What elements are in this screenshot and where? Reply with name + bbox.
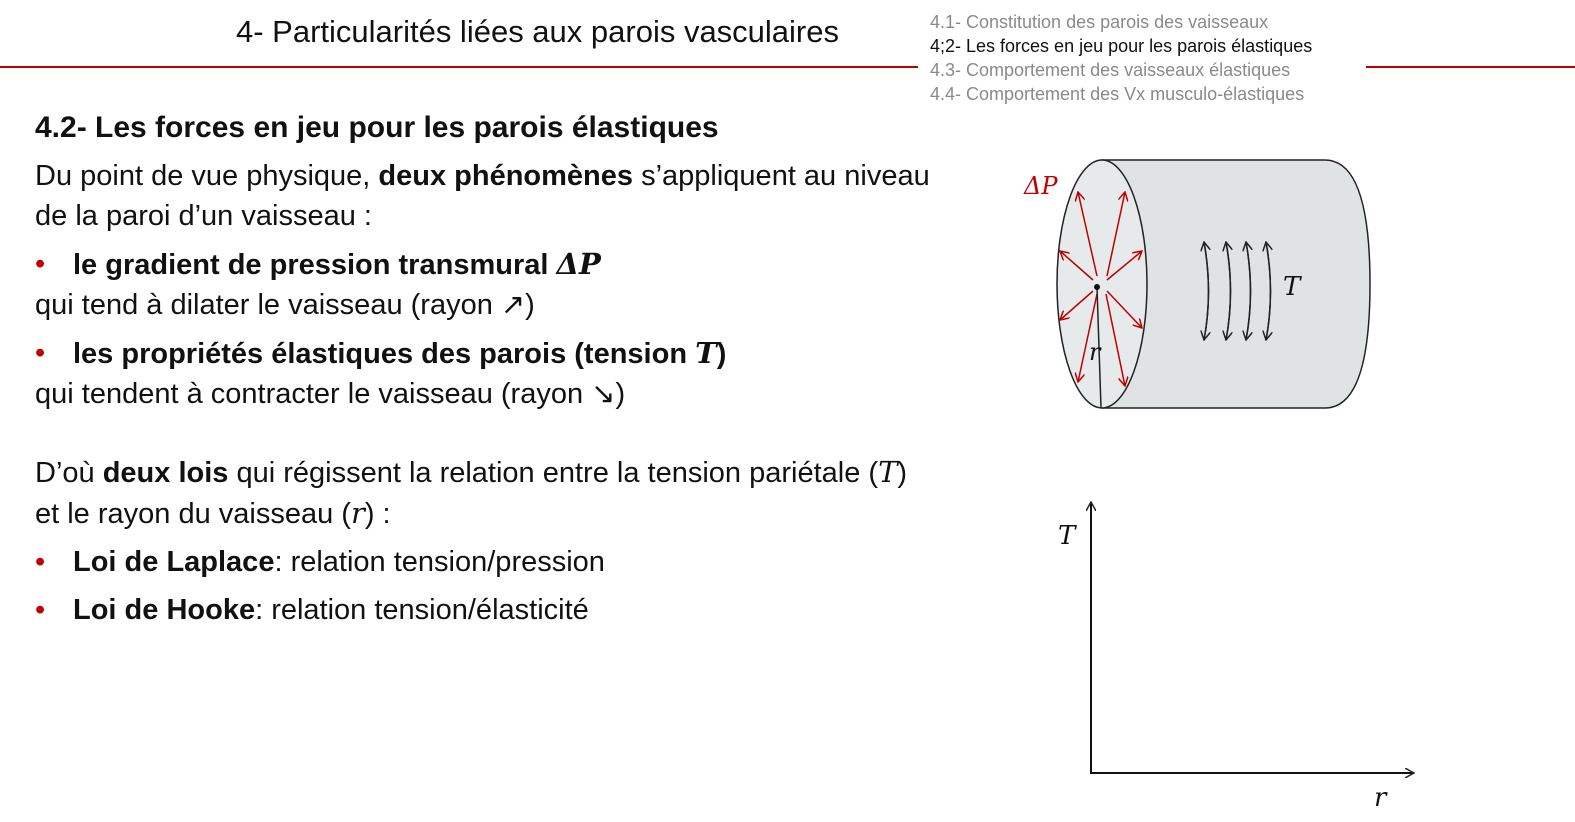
graph-x-label: r (1374, 783, 1387, 813)
toc-item-4-1[interactable]: 4.1- Constitution des parois des vaisseaux (930, 12, 1269, 32)
bullet-tension-title: les propriétés élastiques des parois (tension (73, 338, 696, 370)
section-heading: 4.2- Les forces en jeu pour les parois élastiques (35, 111, 719, 144)
tension-label: T (1283, 272, 1301, 302)
radius-label: r (1089, 338, 1101, 366)
laws-symbol-t: T (878, 455, 898, 489)
bullet-pressure-desc: qui tend à dilater le vaisseau (rayon ↗) (35, 289, 535, 321)
bullet-pressure-title: le gradient de pression transmural (73, 249, 557, 281)
intro-text-a: Du point de vue physique, (35, 160, 379, 192)
laws-text-c: qui régissent la relation entre la tension pariétale ( (228, 457, 879, 489)
bullet-dot: • (35, 546, 46, 578)
bullet-dot: • (35, 248, 46, 280)
laws-symbol-r: r (350, 496, 365, 530)
laws-text-d: ) et le rayon du vaisseau ( (35, 457, 908, 530)
bullet-pressure-symbol: ΔP (556, 247, 601, 281)
law-laplace-desc: : relation tension/pression (274, 546, 605, 578)
toc-item-4-2[interactable]: 4;2- Les forces en jeu pour les parois élastiques (930, 36, 1313, 56)
vessel-end-face (1057, 160, 1147, 408)
law-laplace-name: Loi de Laplace (73, 546, 275, 578)
tension-radius-graph (1090, 502, 1414, 774)
intro-text-c: s’appliquent au niveau de la paroi d’un vaisseau : (35, 160, 930, 232)
law-hooke-desc: : relation tension/élasticité (255, 594, 589, 626)
graph-y-label: T (1058, 521, 1076, 551)
bullet-tension-desc: qui tendent à contracter le vaisseau (rayon ↘) (35, 378, 626, 410)
bullet-dot: • (35, 594, 46, 626)
center-dot (1094, 284, 1100, 290)
toc-item-4-3[interactable]: 4.3- Comportement des vaisseaux élastiques (930, 60, 1291, 80)
law-hooke-name: Loi de Hooke (73, 594, 256, 626)
laws-emphasis: deux lois (102, 457, 229, 489)
intro-emphasis: deux phénomènes (378, 160, 634, 192)
page-title: 4- Particularités liées aux parois vasculaires (235, 14, 840, 49)
delta-p-label: ΔP (1024, 172, 1058, 200)
toc-item-4-4[interactable]: 4.4- Comportement des Vx musculo-élastiques (930, 84, 1305, 104)
bullet-tension-symbol: T (695, 336, 717, 370)
bullet-tension-close: ) (716, 338, 727, 370)
laws-text-e: ) : (364, 498, 391, 530)
laws-text-a: D’où (35, 457, 103, 489)
bullet-dot: • (35, 337, 46, 369)
